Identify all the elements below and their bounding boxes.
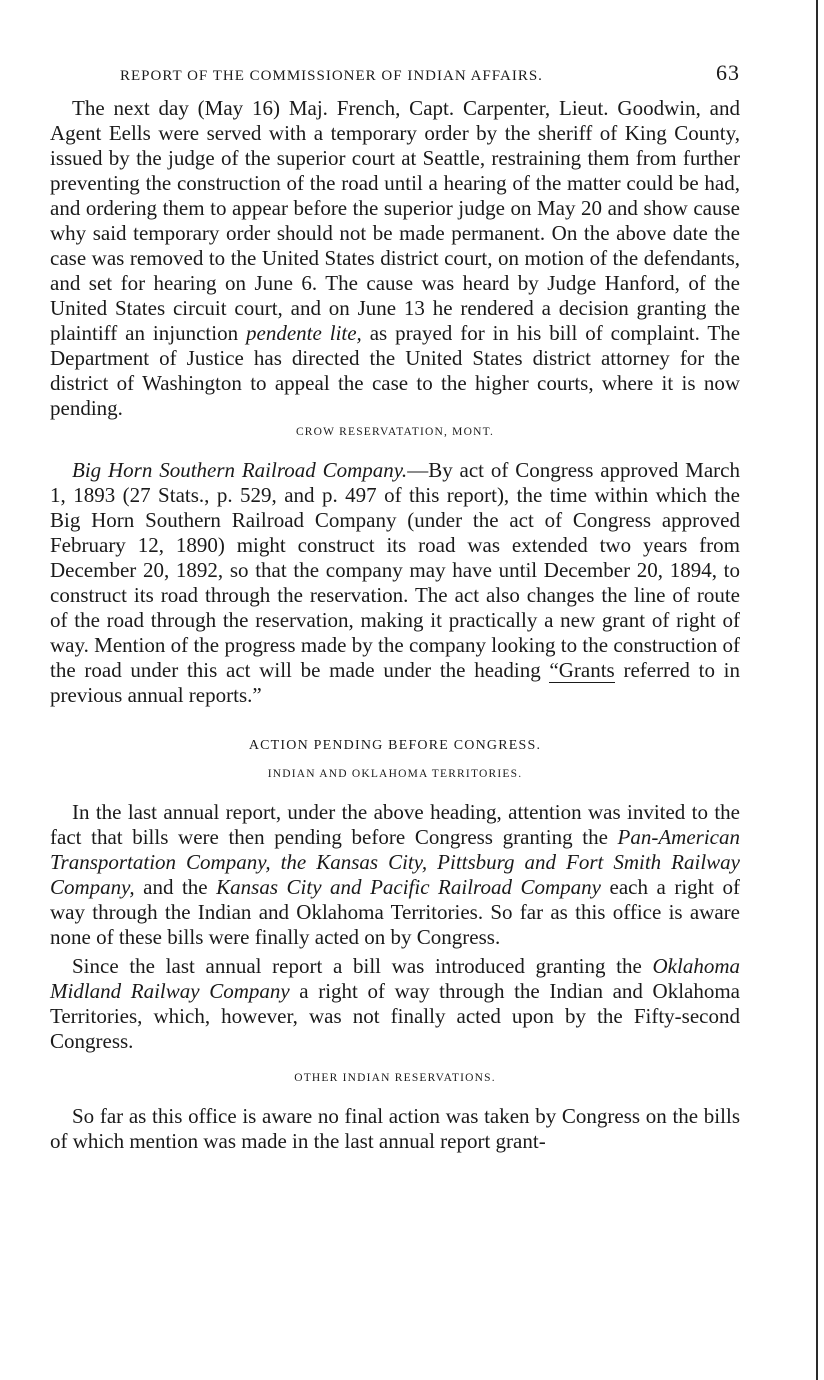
heading-other-reservations: OTHER INDIAN RESERVATIONS. (294, 1072, 496, 1084)
heading-territories: INDIAN AND OKLAHOMA TERRITORIES. (267, 768, 523, 780)
heading-action-pending: ACTION PENDING BEFORE CONGRESS. (248, 738, 542, 753)
page-edge (816, 0, 818, 1380)
paragraph-pending-bills (50, 800, 740, 950)
running-header (50, 60, 740, 96)
para1-italic: pendente lite, (246, 321, 362, 345)
para2-end: referred to in previous annual reports.” (50, 658, 740, 707)
para1-text: The next day (May 16) Maj. French, Capt. Carpenter, Lieut. Goodwin, and Agent Eells were served with a temporary order by the sheriff of King County, issued by the judge of the superior court at Seattle, restraining them from further preventing the construction of the road until a hearing of the matter could be had, and ordering them to appear before the superior judge on May 20 and show cause why said temporary order should not be made permanent. On the above date the case was removed to the United States district court, on motion of the defendants, and set for hearing on June 6. The cause was heard by Judge Hanford, of the United States circuit court, and on June 13 he rendered a decision granting the plaintiff an injunction (50, 96, 740, 345)
para3-c: and the (143, 875, 208, 899)
document-page (50, 60, 740, 1154)
running-title: REPORT OF THE COMMISSIONER OF INDIAN AFFAIRS. (120, 68, 543, 84)
paragraph-oklahoma-midland (50, 954, 740, 1054)
heading-crow-reservation: CROW RESERVATATION, MONT. (295, 426, 495, 438)
para1-end: as prayed for in his bill of complaint. The Department of Justice has directed the United States district attorney for the district of Washington to appeal the case to the higher courts, where it is now pending. (50, 321, 741, 420)
para4-b: Oklahoma Midland Railway Company (50, 954, 741, 1003)
paragraph-other-bills: So far as this office is aware no final action was taken by Congress on the bills of which mention was made in the last annual report grant- (50, 1104, 740, 1153)
para2-underlined: “Grants (549, 658, 615, 682)
para3-a: In the last annual report, under the above heading, attention was invited to the fact that bills were then pending before Congress granting the (50, 800, 740, 849)
paragraph-big-horn (50, 458, 740, 708)
page-number: 63 (716, 60, 740, 85)
para3-b: Pan-American Transportation Company, the Kansas City, Pittsburg and Fort Smith Railway Company, (50, 825, 740, 899)
para4-c: a right of way through the Indian and Oklahoma Territories, which, however, was not finally acted upon by the Fifty-second Congress. (50, 979, 741, 1053)
para2-text: —By act of Congress approved March 1, 1893 (27 Stats., p. 529, and p. 497 of this report), the time within which the Big Horn Southern Railroad Company (under the act of Congress approved February 12, 1890) might construct its road was extended two years from December 20, 1892, so that the company may have until December 20, 1894, to construct its road through the reservation. The act also changes the line of route of the road through the reservation, making it practically a new grant of right of way. Mention of the progress made by the company looking to the construction of the road under this act will be made under the heading (50, 458, 740, 682)
para3-d: Kansas City and Pacific Railroad Company (216, 875, 601, 899)
para4-a: Since the last annual report a bill was introduced granting the (72, 954, 642, 978)
para2-italic: Big Horn Southern Railroad Company. (72, 458, 408, 482)
para3-e: each a right of way through the Indian and Oklahoma Territories. So far as this office is aware none of these bills were finally acted on by Congress. (50, 875, 741, 949)
paragraph-seattle-case (50, 96, 740, 421)
